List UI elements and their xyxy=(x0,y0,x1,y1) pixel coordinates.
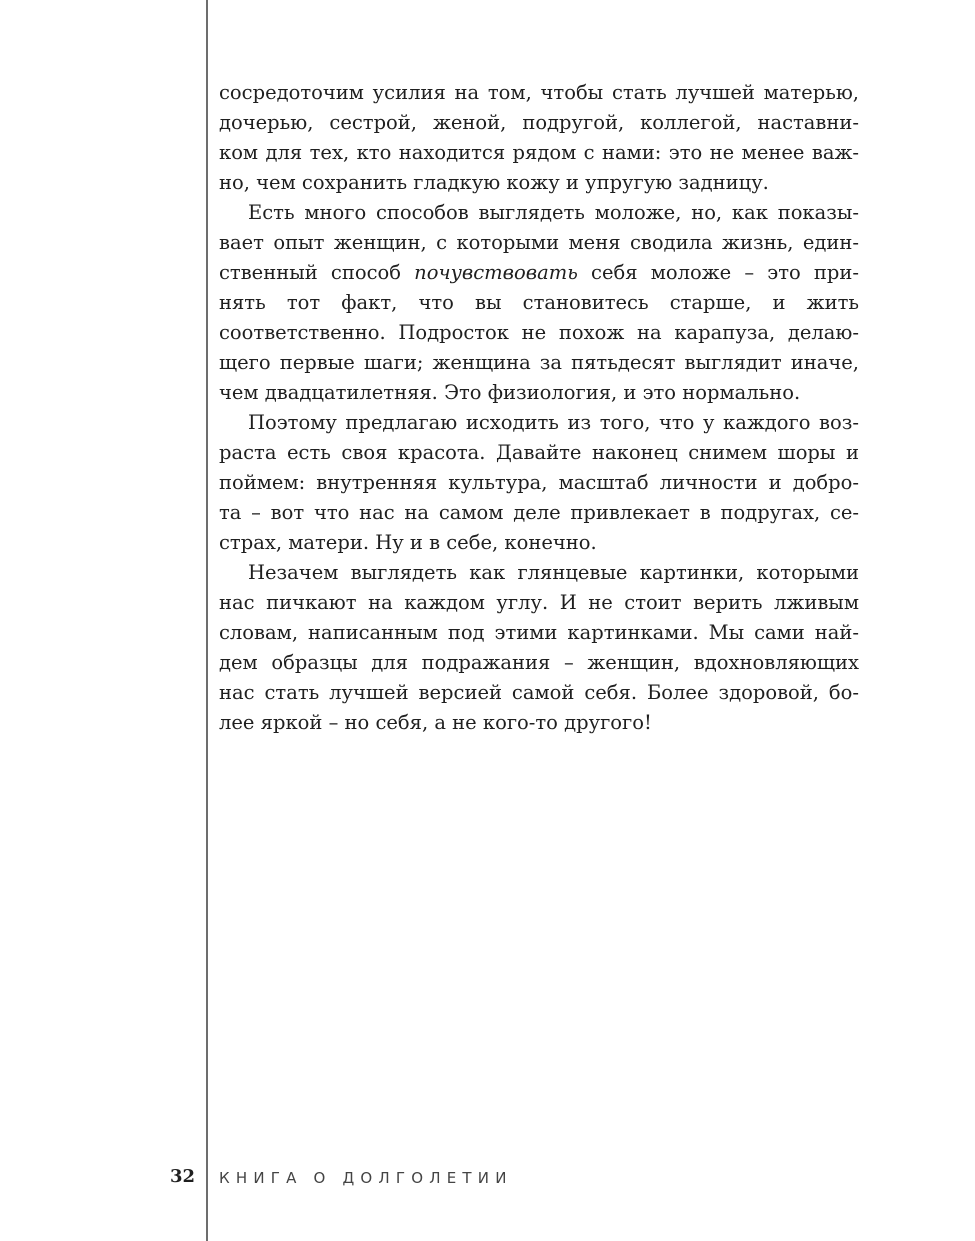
text-line: соответственно. Подросток не похож на карапуза, делаю- xyxy=(219,321,859,344)
text-line: нас пичкают на каждом углу. И не стоит верить лживым xyxy=(219,591,859,614)
paragraph-2 xyxy=(219,198,859,408)
text-line: Незачем выглядеть как глянцевые картинки, которыми xyxy=(248,561,859,584)
text-line: нять тот факт, что вы становитесь старше, и жить xyxy=(219,291,859,314)
text-line: дем образцы для подражания – женщин, вдохновляющих xyxy=(219,651,859,674)
paragraph-3 xyxy=(219,408,859,558)
text-line: сосредоточим усилия на том, чтобы стать лучшей матерью, xyxy=(219,81,859,104)
margin-rule xyxy=(206,0,208,1241)
body-text xyxy=(219,78,859,738)
text-line: ком для тех, кто находится рядом с нами: это не менее важ- xyxy=(219,141,859,164)
text-line: дочерью, сестрой, женой, подругой, коллегой, наставни- xyxy=(219,111,859,134)
text-line: страх, матери. Ну и в себе, конечно. xyxy=(219,531,597,554)
emphasis-word: почувствовать xyxy=(414,261,578,284)
text-line: словам, написанным под этими картинками. Мы сами най- xyxy=(219,621,859,644)
text-fragment: ственный способ xyxy=(219,261,415,284)
text-fragment: себя моложе – это при- xyxy=(577,261,859,284)
text-line: Поэтому предлагаю исходить из того, что у каждого воз- xyxy=(248,411,859,434)
text-line: лее яркой – но себя, а не кого-то другого! xyxy=(219,711,652,734)
text-line: Есть много способов выглядеть моложе, но, как показы- xyxy=(248,201,859,224)
text-line: нас стать лучшей версией самой себя. Более здоровой, бо- xyxy=(219,681,859,704)
text-line: раста есть своя красота. Давайте наконец снимем шоры и xyxy=(219,441,859,464)
text-line: вает опыт женщин, с которыми меня сводила жизнь, един- xyxy=(219,231,859,254)
text-line: та – вот что нас на самом деле привлекает в подругах, се- xyxy=(219,501,859,524)
page-number: 32 xyxy=(170,1166,196,1187)
running-head: КНИГА О ДОЛГОЛЕТИИ xyxy=(219,1169,513,1187)
text-line: но, чем сохранить гладкую кожу и упругую задницу. xyxy=(219,171,769,194)
paragraph-1 xyxy=(219,78,859,198)
text-line: поймем: внутренняя культура, масштаб личности и добро- xyxy=(219,471,859,494)
paragraph-4 xyxy=(219,558,859,738)
text-line: чем двадцатилетняя. Это физиология, и это нормально. xyxy=(219,381,801,404)
text-line xyxy=(219,258,859,288)
text-line: щего первые шаги; женщина за пятьдесят выглядит иначе, xyxy=(219,351,859,374)
